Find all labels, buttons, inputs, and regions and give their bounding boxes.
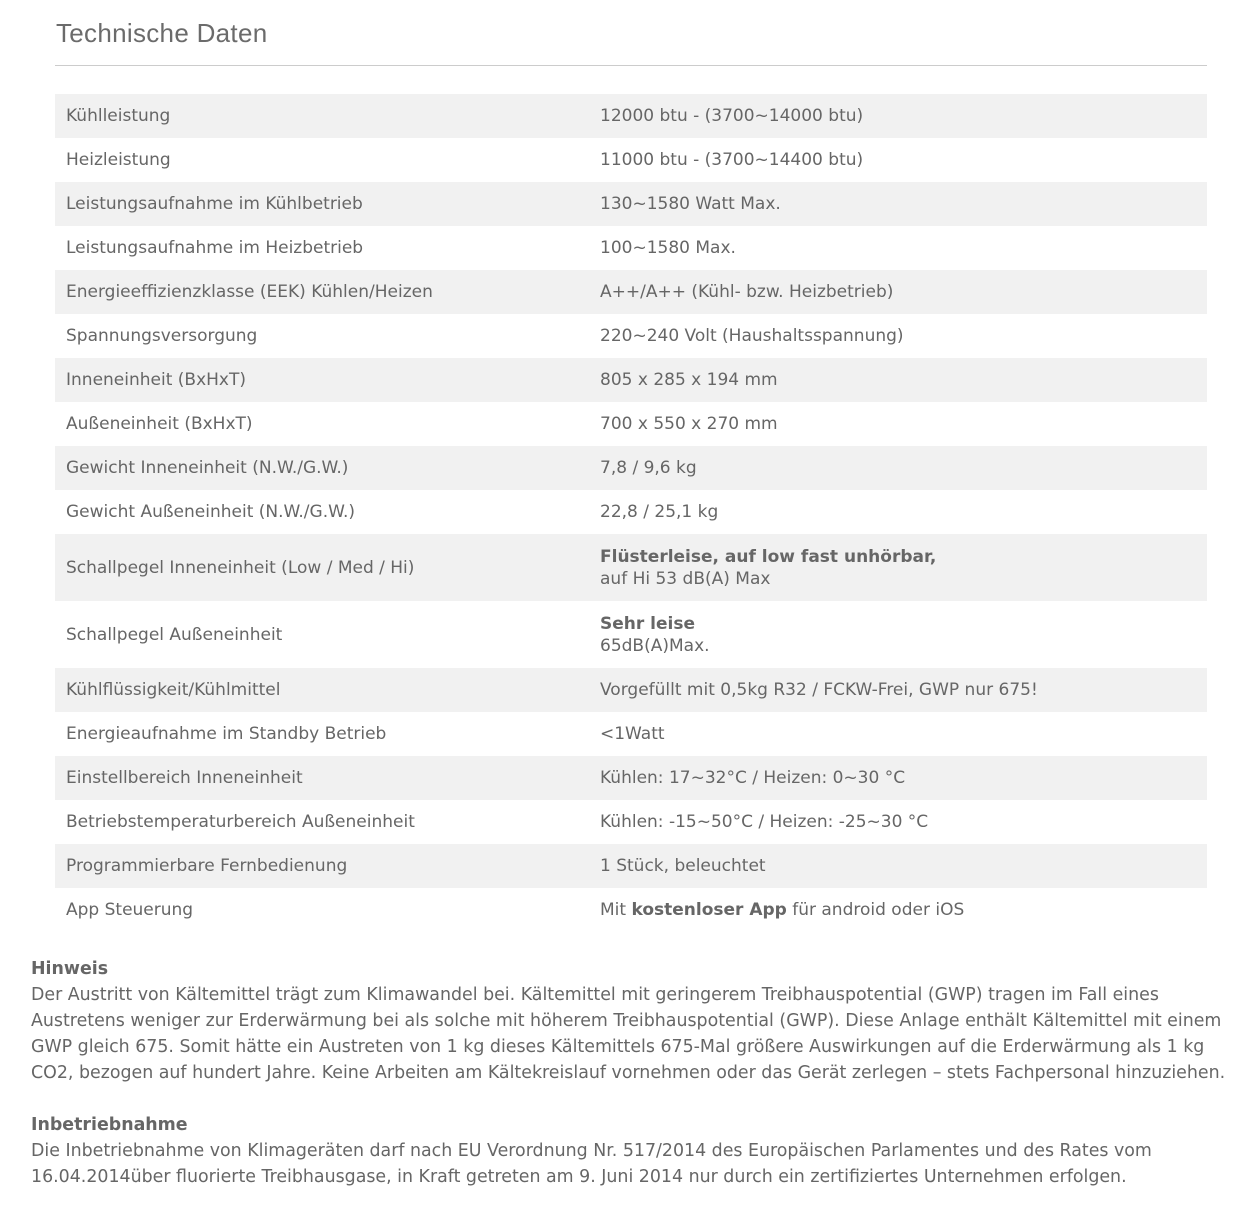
table-row (55, 534, 1207, 601)
spec-label: Programmierbare Fernbedienung (55, 844, 578, 888)
hinweis-text: Der Austritt von Kältemittel trägt zum Klimawandel bei. Kältemittel mit geringerem Treibhauspotential (GWP) tragen im Fall eines Austretens weniger zur Erderwärmung bei als solche mit höherem Treibhauspotential (GWP). Diese Anlage enthält Kältemittel mit einem GWP gleich 675. Somit hätte ein Austreten von 1 kg dieses Kältemittels 675-Mal größere Auswirkungen auf die Erderwärmung als 1 kg CO2, bezogen auf hundert Jahre. Keine Arbeiten am Kältekreislauf vornehmen oder das Gerät zerlegen – stets Fachpersonal hinzuziehen. (31, 985, 1226, 1083)
spec-value: 100~1580 Max. (578, 226, 1207, 270)
spec-value: 220~240 Volt (Haushaltsspannung) (578, 314, 1207, 358)
table-row (55, 888, 1207, 932)
spec-label: Heizleistung (55, 138, 578, 182)
spec-label: Außeneinheit (BxHxT) (55, 402, 578, 446)
table-row (55, 601, 1207, 668)
spec-label: Kühlflüssigkeit/Kühlmittel (55, 668, 578, 712)
spec-label: App Steuerung (55, 888, 578, 932)
spec-value (578, 888, 1207, 932)
hinweis-block (31, 956, 1236, 1086)
spec-value: Kühlen: 17~32°C / Heizen: 0~30 °C (578, 756, 1207, 800)
spec-label: Leistungsaufnahme im Heizbetrieb (55, 226, 578, 270)
spec-value-detail: auf Hi 53 dB(A) Max (600, 568, 771, 589)
spec-value: 130~1580 Watt Max. (578, 182, 1207, 226)
table-row (55, 138, 1207, 182)
spec-value: 12000 btu - (3700~14000 btu) (578, 94, 1207, 138)
spec-value: 11000 btu - (3700~14400 btu) (578, 138, 1207, 182)
spec-value-detail: 65dB(A)Max. (600, 635, 710, 656)
spec-label: Gewicht Außeneinheit (N.W./G.W.) (55, 490, 578, 534)
table-row (55, 182, 1207, 226)
spec-table (55, 94, 1207, 932)
spec-value-highlight: Flüsterleise, auf low fast unhörbar, (600, 546, 937, 567)
spec-value: <1Watt (578, 712, 1207, 756)
table-row (55, 226, 1207, 270)
table-row (55, 800, 1207, 844)
title-divider (55, 65, 1207, 66)
spec-value: 700 x 550 x 270 mm (578, 402, 1207, 446)
inbetriebnahme-text: Die Inbetriebnahme von Klimageräten darf nach EU Verordnung Nr. 517/2014 des Europäischen Parlamentes und des Rates vom 16.04.2014über fluorierte Treibhausgase, in Kraft getreten am 9. Juni 2014 nur durch ein zertifiziertes Unternehmen erfolgen. (31, 1141, 1152, 1187)
spec-label: Kühlleistung (55, 94, 578, 138)
table-row (55, 712, 1207, 756)
spec-label: Inneneinheit (BxHxT) (55, 358, 578, 402)
spec-label: Schallpegel Inneneinheit (Low / Med / Hi) (55, 534, 578, 601)
table-row (55, 844, 1207, 888)
inbetriebnahme-heading: Inbetriebnahme (31, 1115, 188, 1135)
table-row (55, 402, 1207, 446)
spec-value-prefix: Mit (600, 900, 632, 920)
notes-section (31, 956, 1236, 1190)
spec-value: A++/A++ (Kühl- bzw. Heizbetrieb) (578, 270, 1207, 314)
inbetriebnahme-block (31, 1112, 1236, 1190)
spec-value: 1 Stück, beleuchtet (578, 844, 1207, 888)
spec-value-suffix: für android oder iOS (786, 900, 965, 920)
spec-value: Kühlen: -15~50°C / Heizen: -25~30 °C (578, 800, 1207, 844)
section-title: Technische Daten (56, 18, 268, 48)
spec-label: Schallpegel Außeneinheit (55, 601, 578, 668)
table-row (55, 756, 1207, 800)
spec-value (578, 601, 1207, 668)
spec-value: 805 x 285 x 194 mm (578, 358, 1207, 402)
spec-value: 7,8 / 9,6 kg (578, 446, 1207, 490)
spec-label: Betriebstemperaturbereich Außeneinheit (55, 800, 578, 844)
spec-value-highlight: Sehr leise (600, 613, 696, 634)
hinweis-heading: Hinweis (31, 959, 109, 979)
table-row (55, 270, 1207, 314)
spec-label: Leistungsaufnahme im Kühlbetrieb (55, 182, 578, 226)
spec-label: Einstellbereich Inneneinheit (55, 756, 578, 800)
table-row (55, 358, 1207, 402)
spec-value: 22,8 / 25,1 kg (578, 490, 1207, 534)
spec-label: Gewicht Inneneinheit (N.W./G.W.) (55, 446, 578, 490)
spec-value-highlight: kostenloser App (631, 900, 787, 920)
spec-value: Vorgefüllt mit 0,5kg R32 / FCKW-Frei, GWP nur 675! (578, 668, 1207, 712)
table-row (55, 446, 1207, 490)
table-row (55, 94, 1207, 138)
spec-label: Energieaufnahme im Standby Betrieb (55, 712, 578, 756)
spec-value (578, 534, 1207, 601)
spec-label: Energieeffizienzklasse (EEK) Kühlen/Heizen (55, 270, 578, 314)
table-row (55, 490, 1207, 534)
spec-label: Spannungsversorgung (55, 314, 578, 358)
table-row (55, 668, 1207, 712)
table-row (55, 314, 1207, 358)
